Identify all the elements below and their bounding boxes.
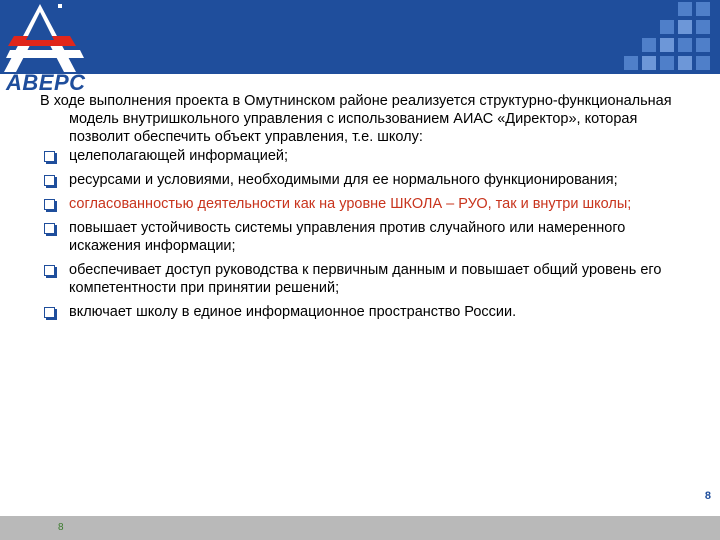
list-item-text: повышает устойчивость системы управления против случайного или намеренного искажения информации; — [69, 220, 626, 254]
list-item-text: ресурсами и условиями, необходимыми для ее нормального функционирования; — [69, 172, 618, 188]
intro-paragraph: В ходе выполнения проекта в Омутнинском районе реализуется структурно-функциональная модель внутришкольного управления с использованием АИАС «Директор», которая позволит обеспечить объект управления, т.е. школу: — [40, 93, 672, 145]
list-item — [40, 195, 688, 213]
checkbox-bullet-icon — [44, 175, 55, 186]
bullet-list — [40, 147, 688, 321]
list-item — [40, 303, 688, 321]
list-item-text: включает школу в единое информационное пространство России. — [69, 304, 517, 320]
slide-content — [40, 92, 688, 327]
list-item-text: целеполагающей информацией; — [69, 148, 289, 164]
list-item — [40, 171, 688, 189]
list-item — [40, 147, 688, 165]
checkbox-bullet-icon — [44, 265, 55, 276]
checkbox-bullet-icon — [44, 307, 55, 318]
list-item-text: согласованностью деятельности как на уровне ШКОЛА – РУО, так и внутри школы; — [69, 196, 632, 212]
footer-page-number: 8 — [58, 522, 64, 533]
slide-number: 8 — [704, 490, 711, 502]
footer-bar — [0, 516, 720, 540]
checkbox-bullet-icon — [44, 223, 55, 234]
decorative-grid-squares — [550, 0, 720, 74]
list-item-text: обеспечивает доступ руководства к первичным данным и повышает общий уровень его компетентности при принятии решений; — [69, 262, 662, 296]
logo-text: АВЕРС — [6, 70, 86, 95]
checkbox-bullet-icon — [44, 199, 55, 210]
list-item — [40, 219, 688, 255]
checkbox-bullet-icon — [44, 151, 55, 162]
header-band — [0, 0, 720, 74]
list-item — [40, 261, 688, 297]
